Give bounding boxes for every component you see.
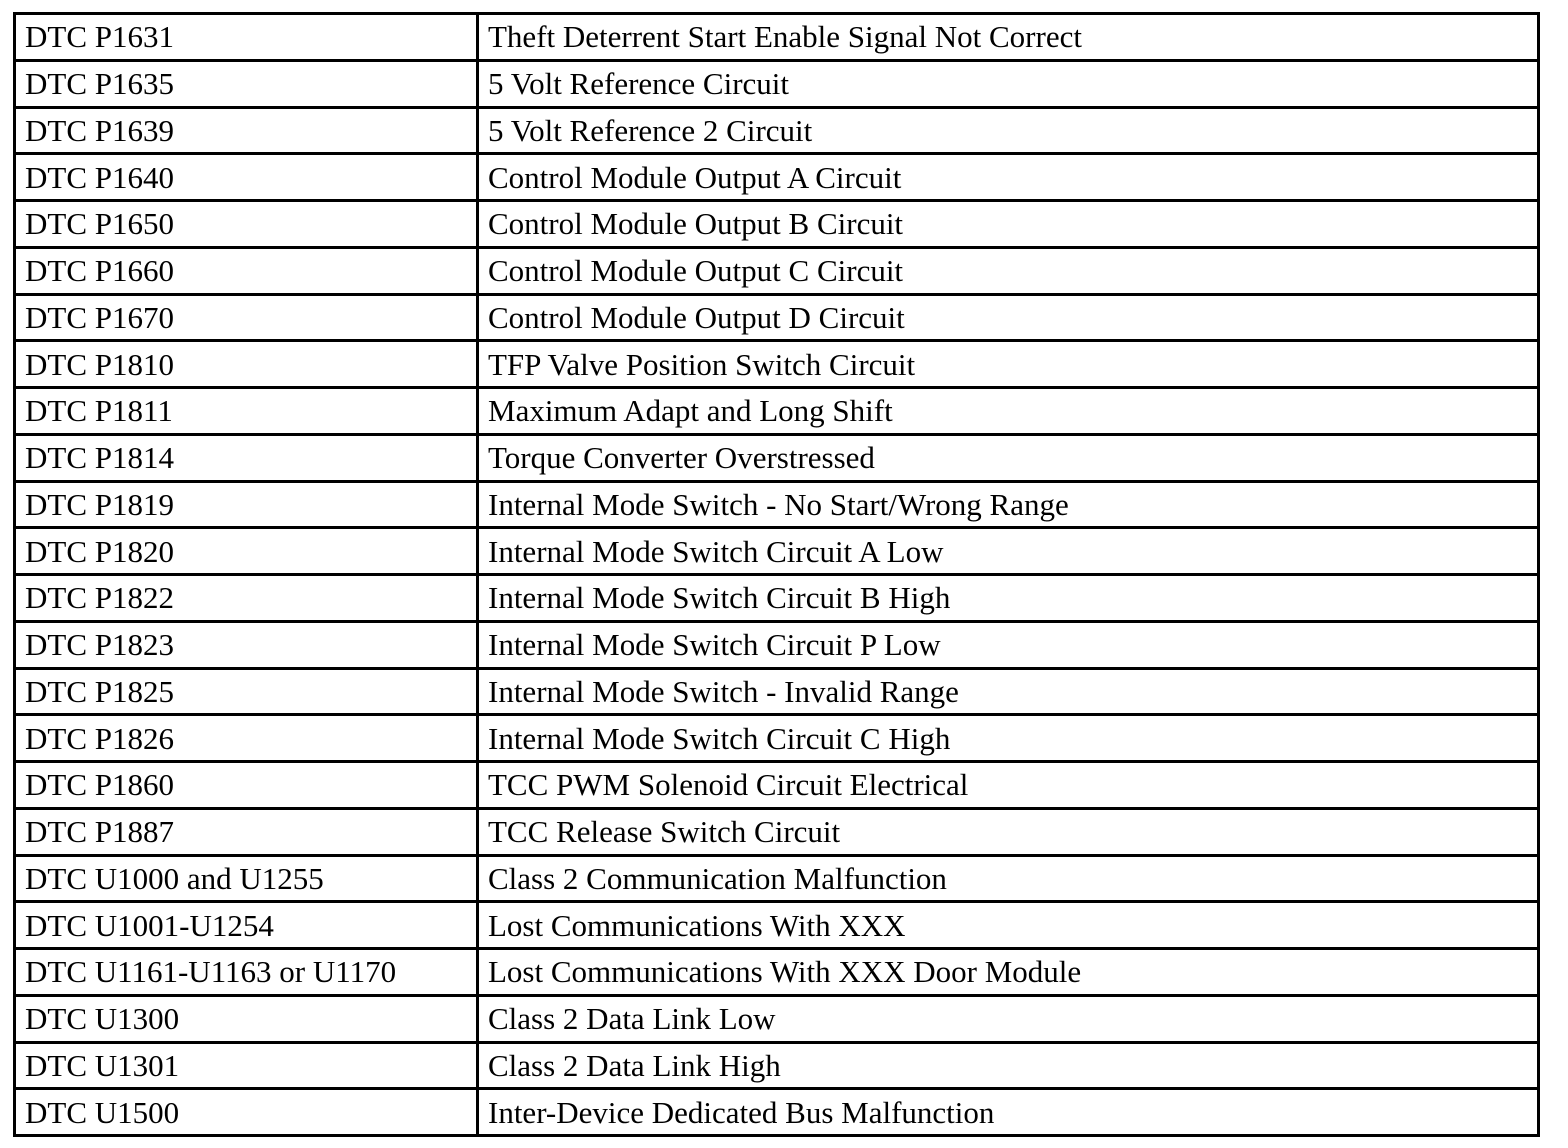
dtc-description-cell: Control Module Output C Circuit [478, 247, 1539, 294]
dtc-code-cell: DTC P1887 [15, 808, 478, 855]
dtc-description-cell: Control Module Output B Circuit [478, 201, 1539, 248]
table-row [15, 434, 1539, 481]
table-row [15, 715, 1539, 762]
table-row [15, 528, 1539, 575]
dtc-description-cell: Internal Mode Switch Circuit C High [478, 715, 1539, 762]
table-row [15, 995, 1539, 1042]
table-row [15, 154, 1539, 201]
dtc-code-cell: DTC U1000 and U1255 [15, 855, 478, 902]
table-row [15, 621, 1539, 668]
table-row [15, 1089, 1539, 1136]
dtc-code-cell: DTC P1814 [15, 434, 478, 481]
dtc-description-cell: Control Module Output D Circuit [478, 294, 1539, 341]
dtc-code-cell: DTC P1819 [15, 481, 478, 528]
dtc-code-cell: DTC P1811 [15, 388, 478, 435]
dtc-code-cell: DTC P1660 [15, 247, 478, 294]
dtc-description-cell: Internal Mode Switch Circuit P Low [478, 621, 1539, 668]
dtc-code-cell: DTC U1500 [15, 1089, 478, 1136]
dtc-description-cell: Theft Deterrent Start Enable Signal Not Correct [478, 14, 1539, 61]
dtc-description-cell: Class 2 Data Link Low [478, 995, 1539, 1042]
dtc-code-cell: DTC P1826 [15, 715, 478, 762]
dtc-description-cell: Internal Mode Switch Circuit A Low [478, 528, 1539, 575]
table-row [15, 201, 1539, 248]
dtc-code-cell: DTC P1823 [15, 621, 478, 668]
table-row [15, 60, 1539, 107]
dtc-description-cell: Torque Converter Overstressed [478, 434, 1539, 481]
dtc-table-body [15, 14, 1539, 1136]
table-row [15, 808, 1539, 855]
table-row [15, 855, 1539, 902]
dtc-code-cell: DTC P1639 [15, 107, 478, 154]
dtc-table [13, 12, 1540, 1137]
dtc-description-cell: Internal Mode Switch - No Start/Wrong Range [478, 481, 1539, 528]
dtc-code-cell: DTC U1300 [15, 995, 478, 1042]
dtc-code-cell: DTC P1860 [15, 762, 478, 809]
table-row [15, 949, 1539, 996]
dtc-code-cell: DTC U1301 [15, 1042, 478, 1089]
table-row [15, 668, 1539, 715]
dtc-description-cell: Class 2 Communication Malfunction [478, 855, 1539, 902]
dtc-code-cell: DTC P1810 [15, 341, 478, 388]
table-row [15, 575, 1539, 622]
dtc-code-cell: DTC P1670 [15, 294, 478, 341]
dtc-code-cell: DTC U1001-U1254 [15, 902, 478, 949]
table-row [15, 388, 1539, 435]
table-row [15, 247, 1539, 294]
dtc-code-cell: DTC P1820 [15, 528, 478, 575]
dtc-description-cell: Maximum Adapt and Long Shift [478, 388, 1539, 435]
dtc-code-cell: DTC P1825 [15, 668, 478, 715]
dtc-code-cell: DTC P1635 [15, 60, 478, 107]
dtc-description-cell: TFP Valve Position Switch Circuit [478, 341, 1539, 388]
dtc-description-cell: 5 Volt Reference 2 Circuit [478, 107, 1539, 154]
table-row [15, 14, 1539, 61]
dtc-description-cell: Inter-Device Dedicated Bus Malfunction [478, 1089, 1539, 1136]
table-row [15, 902, 1539, 949]
dtc-description-cell: Class 2 Data Link High [478, 1042, 1539, 1089]
dtc-code-cell: DTC U1161-U1163 or U1170 [15, 949, 478, 996]
dtc-description-cell: Internal Mode Switch - Invalid Range [478, 668, 1539, 715]
dtc-description-cell: TCC Release Switch Circuit [478, 808, 1539, 855]
dtc-code-cell: DTC P1631 [15, 14, 478, 61]
dtc-description-cell: 5 Volt Reference Circuit [478, 60, 1539, 107]
dtc-description-cell: Lost Communications With XXX [478, 902, 1539, 949]
dtc-description-cell: Internal Mode Switch Circuit B High [478, 575, 1539, 622]
dtc-description-cell: TCC PWM Solenoid Circuit Electrical [478, 762, 1539, 809]
dtc-code-cell: DTC P1822 [15, 575, 478, 622]
table-row [15, 294, 1539, 341]
table-row [15, 107, 1539, 154]
table-row [15, 481, 1539, 528]
table-row [15, 762, 1539, 809]
dtc-description-cell: Control Module Output A Circuit [478, 154, 1539, 201]
table-row [15, 1042, 1539, 1089]
table-row [15, 341, 1539, 388]
dtc-code-cell: DTC P1640 [15, 154, 478, 201]
dtc-code-cell: DTC P1650 [15, 201, 478, 248]
dtc-description-cell: Lost Communications With XXX Door Module [478, 949, 1539, 996]
